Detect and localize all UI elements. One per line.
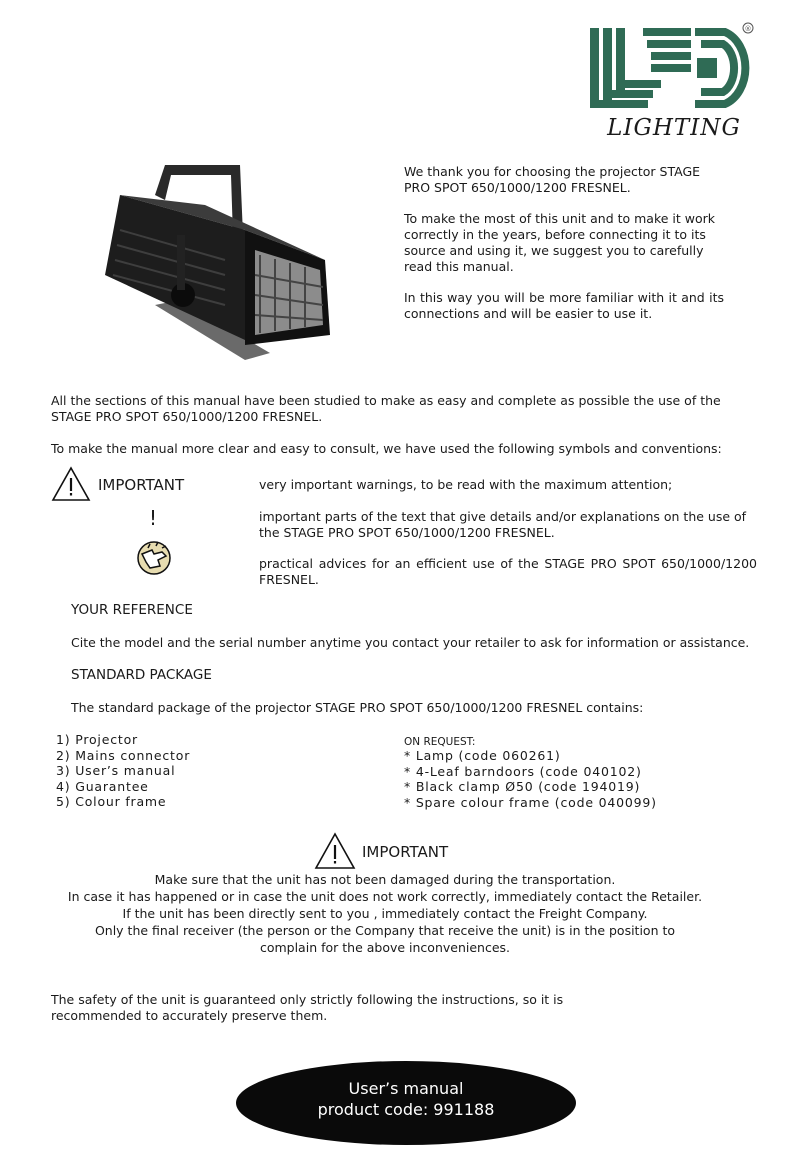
- important-symbol: [51, 466, 251, 502]
- transport-important-label: IMPORTANT: [362, 843, 449, 861]
- warning-triangle-icon: [314, 832, 356, 870]
- important-description: very important warnings, to be read with the maximum attention;: [259, 477, 673, 492]
- logo-wordmark: LIGHTING: [607, 115, 741, 141]
- list-item: * Lamp (code 060261): [404, 748, 561, 763]
- reference-text: Cite the model and the serial number anytime you contact your retailer to ask for information or assistance.: [71, 635, 750, 650]
- exclamation-icon: !: [148, 506, 158, 530]
- footer-badge: [236, 1061, 576, 1145]
- list-item: 4) Guarantee: [56, 778, 149, 794]
- list-item: * 4-Leaf barndoors (code 040102): [404, 763, 642, 779]
- footer-title: User’s manual: [348, 1079, 464, 1098]
- intro-paragraph-1: We thank you for choosing the projector STAGE PRO SPOT 650/1000/1200 FRESNEL.: [404, 164, 701, 195]
- transport-warning: [314, 832, 514, 872]
- note-description: important parts of the text that give details and/or explanations on the use of the STAGE PRO SPOT 650/1000/1200 FRESNEL.: [259, 509, 747, 540]
- package-text: The standard package of the projector STAGE PRO SPOT 650/1000/1200 FRESNEL contains:: [71, 700, 644, 715]
- transport-text: [40, 871, 730, 956]
- list-item: * Black clamp Ø50 (code 194019): [404, 779, 641, 794]
- on-request-title: ON REQUEST:: [404, 736, 476, 748]
- list-item: 1) Projector: [56, 732, 138, 747]
- transport-line: If the unit has been directly sent to you , immediately contact the Freight Company.: [122, 906, 648, 921]
- package-list: [56, 732, 256, 810]
- transport-line: complain for the above inconveniences.: [259, 940, 511, 955]
- led-logo-graphic: [585, 20, 755, 120]
- transport-line: In case it has happened or in case the unit does not work correctly, immediately contact the Retailer.: [67, 889, 703, 904]
- important-label: IMPORTANT: [98, 476, 185, 494]
- brand-logo: [585, 20, 755, 150]
- transport-line: Only the final receiver (the person or the Company that receive the unit) is in the position to: [94, 923, 676, 938]
- package-heading: STANDARD PACKAGE: [71, 667, 212, 683]
- symbols-intro-paragraph: To make the manual more clear and easy to consult, we have used the following symbols and conventions:: [51, 441, 722, 456]
- transport-line: Make sure that the unit has not been damaged during the transportation.: [154, 872, 616, 887]
- intro-paragraph-3: In this way you will be more familiar with it and its connections and will be easier to use it.: [404, 290, 724, 321]
- list-item: 3) User’s manual: [56, 763, 176, 778]
- footer-product-code: product code: 991188: [317, 1100, 495, 1119]
- list-item: 5) Colour frame: [56, 794, 167, 809]
- list-item: * Spare colour frame (code 040099): [404, 794, 657, 810]
- intro-block: [404, 164, 724, 337]
- hand-tip-icon: [136, 540, 172, 576]
- product-photo: [95, 155, 345, 365]
- sections-paragraph: All the sections of this manual have been studied to make as easy and complete as possible the use of the STAGE PRO SPOT 650/1000/1200 FRESNEL.: [51, 393, 721, 424]
- list-item: 2) Mains connector: [56, 747, 191, 763]
- warning-triangle-icon: [51, 466, 91, 502]
- intro-paragraph-2: To make the most of this unit and to make it work correctly in the years, before connecting it to its source and using it, we suggest you to carefully read this manual.: [404, 211, 716, 274]
- reference-heading: YOUR REFERENCE: [71, 602, 193, 618]
- tip-description: practical advices for an efficient use of the STAGE PRO SPOT 650/1000/1200 FRESNEL.: [259, 556, 757, 587]
- registered-mark: ®: [744, 25, 752, 33]
- on-request-list: [404, 748, 734, 810]
- safety-paragraph: The safety of the unit is guaranteed only strictly following the instructions, so it is recommended to accurately preserve them.: [51, 992, 564, 1023]
